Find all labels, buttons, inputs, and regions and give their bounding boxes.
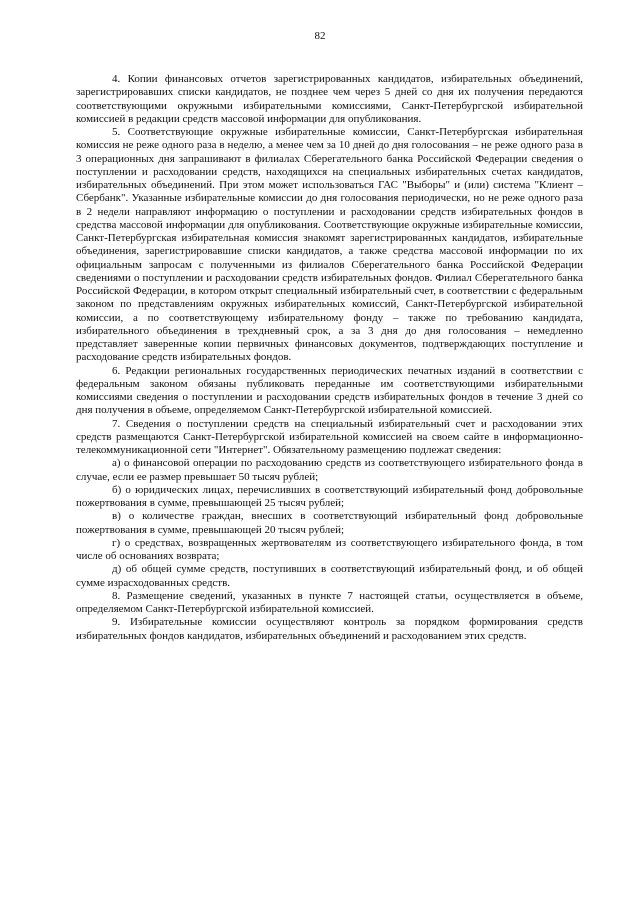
- paragraph-item-4: 4. Копии финансовых отчетов зарегистрированных кандидатов, избирательных объединений, зарегистрировавших списки кандидатов, не позднее чем через 5 дней со дня их получения передаются соответствующими окружными избирательными комиссиями, Санкт-Петербургской избирательной комиссией в редакции средств массовой информации для опубликования.: [76, 73, 583, 125]
- subitem-g: г) о средствах, возвращенных жертвователям из соответствующего избирательного фонда, в том числе об основаниях возврата;: [76, 536, 583, 562]
- paragraph-item-9: 9. Избирательные комиссии осуществляют контроль за порядком формирования средств избирательных фондов кандидатов, избирательных объединений и расходованием этих средств.: [76, 616, 583, 642]
- paragraph-item-6: 6. Редакции региональных государственных периодических печатных изданий в соответствии с федеральным законом обязаны публиковать переданные им соответствующими избирательными комиссиями сведения о поступлении и расходовании средств избирательных фондов в течение 3 дней со дня получения в объеме, определяемом Санкт-Петербургской избирательной комиссией.: [76, 364, 583, 417]
- subitem-b: б) о юридических лицах, перечисливших в соответствующий избирательный фонд добровольные пожертвования в сумме, превышающей 25 тысяч рублей;: [76, 483, 583, 509]
- subitem-v: в) о количестве граждан, внесших в соответствующий избирательный фонд добровольные пожертвования в сумме, превышающей 20 тысяч рублей;: [76, 510, 583, 536]
- document-body: [76, 73, 583, 643]
- paragraph-item-8: 8. Размещение сведений, указанных в пункте 7 настоящей статьи, осуществляется в объеме, определяемом Санкт-Петербургской избирательной комиссией.: [76, 589, 583, 615]
- page-number: 82: [314, 30, 326, 42]
- subitem-a: а) о финансовой операции по расходованию средств из соответствующего избирательного фонда в случае, если ее размер превышает 50 тысяч рублей;: [76, 457, 583, 483]
- paragraph-item-5: 5. Соответствующие окружные избирательные комиссии, Санкт-Петербургская избирательная комиссия не реже одного раза в неделю, а менее чем за 10 дней до дня голосования – не реже одного раза в 3 операционных дня запрашивают в филиалах Сберегательного банка Российской Федерации сведения о поступлении и расходовании средств, находящихся на специальных избирательных счетах кандидатов, избирательных объединений. При этом может использоваться ГАС "Выборы" и (или) система "Клиент – Сбербанк". Указанные избирательные комиссии до дня голосования периодически, но не реже одного раза в 2 недели направляют информацию о поступлении и расходовании средств избирательных фондов в средства массовой информации для опубликования. Соответствующие окружные избирательные комиссии, Санкт-Петербургская избирательная комиссия знакомят зарегистрированных кандидатов, избирательные объединения, зарегистрировавшие списки кандидатов, а также средства массовой информации по их официальным запросам с полученными из филиалов Сберегательного банка Российской Федерации сведениями о поступлении и расходовании средств избирательных фондов. Филиал Сберегательного банка Российской Федерации, в котором открыт специальный избирательный счет, в соответствии с федеральным законом по представлениям окружных избирательных комиссий, Санкт-Петербургской избирательной комиссии, а по соответствующему избирательному фонду – также по требованию кандидата, избирательного объединения в трехдневный срок, а за 3 дня до дня голосования – немедленно представляет заверенные копии первичных финансовых документов, подтверждающих поступление и расходование средств избирательных фондов.: [76, 126, 583, 364]
- subitem-d: д) об общей сумме средств, поступивших в соответствующий избирательный фонд, и об общей сумме израсходованных средств.: [76, 563, 583, 589]
- paragraph-item-7: 7. Сведения о поступлении средств на специальный избирательный счет и расходовании этих средств размещаются Санкт-Петербургской избирательной комиссией на своем сайте в информационно-телекоммуникационной сети "Интернет". Обязательному размещению подлежат сведения:: [76, 417, 583, 456]
